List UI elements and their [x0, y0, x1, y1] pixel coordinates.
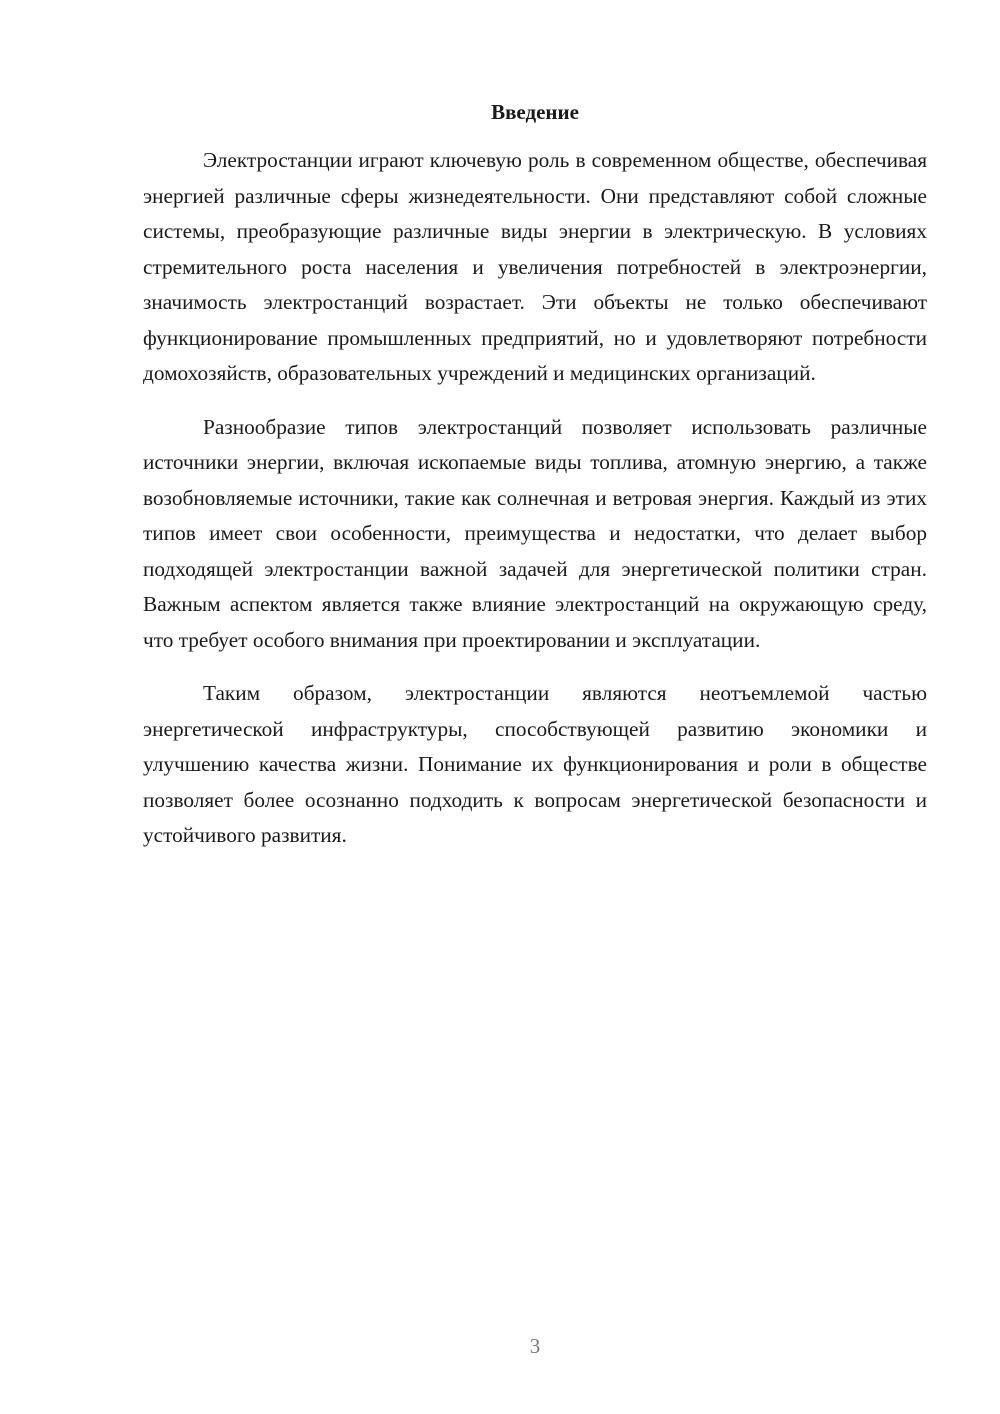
section-heading: Введение	[491, 100, 579, 124]
page-number: 3	[529, 1334, 541, 1358]
body-text	[143, 143, 927, 872]
paragraph-3: Таким образом, электростанции являются неотъемлемой частью энергетической инфраструктуры, способствующей развитию экономики и улучшению качества жизни. Понимание их функционирования и роли в обществе позволяет более осознанно подходить к вопросам энергетической безопасности и устойчивого развития.	[143, 681, 927, 847]
paragraph-2: Разнообразие типов электростанций позволяет использовать различные источники энергии, включая ископаемые виды топлива, атомную энергию, а также возобновляемые источники, такие как солнечная и ветровая энергия. Каждый из этих типов имеет свои особенности, преимущества и недостатки, что делает выбор подходящей электростанции важной задачей для энергетической политики стран. Важным аспектом является также влияние электростанций на окружающую среду, что требует особого внимания при проектировании и эксплуатации.	[143, 414, 927, 652]
paragraph-1: Электростанции играют ключевую роль в современном обществе, обеспечивая энергией различные сферы жизнедеятельности. Они представляют собой сложные системы, преобразующие различные виды энергии в электрическую. В условиях стремительного роста населения и увеличения потребностей в электроэнергии, значимость электростанций возрастает. Эти объекты не только обеспечивают функционирование промышленных предприятий, но и удовлетворяют потребности домохозяйств, образовательных учреждений и медицинских организаций.	[143, 148, 927, 385]
